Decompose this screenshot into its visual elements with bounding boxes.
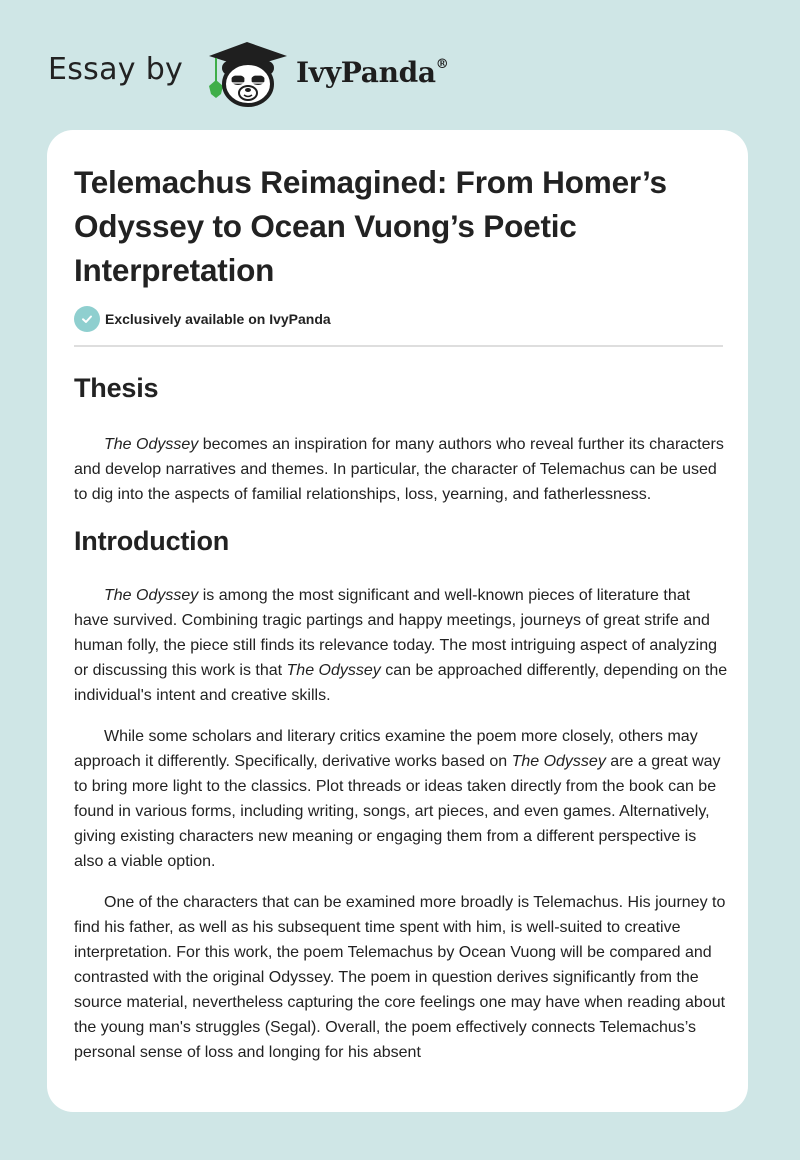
brand-wordmark[interactable] — [296, 56, 448, 89]
registered-mark: ® — [435, 56, 449, 72]
essay-body — [74, 368, 729, 1065]
check-circle-icon — [74, 306, 100, 332]
paragraph-thesis — [74, 432, 729, 507]
panda-graduate-icon[interactable] — [203, 36, 291, 108]
italic-title: The Odyssey — [104, 436, 199, 453]
italic-title: The Odyssey — [104, 587, 199, 604]
essay-card — [47, 130, 748, 1112]
site-header — [0, 0, 800, 130]
paragraph-text: can be approached differently, depending on the individual's intent and creative skills. — [74, 662, 728, 704]
italic-title: The Odyssey — [286, 662, 381, 679]
essay-by-label: Essay by — [48, 52, 184, 87]
paragraph-intro-1 — [74, 583, 729, 708]
exclusive-badge-text: Exclusively available on IvyPanda — [105, 311, 331, 327]
paragraph-text: are a great way to bring more light to the classics. Plot threads or ideas taken directly from the book can be found in various forms, including writing, songs, art pieces, and even games. Alternatively, giving existing characters new meaning or engaging them from a different perspective is also a viable option. — [74, 753, 721, 870]
title-divider — [74, 345, 723, 347]
paragraph-intro-3: One of the characters that can be examined more broadly is Telemachus. His journey to find his father, as well as his subsequent time spent with him, is well-suited to creative interpretation. For this work, the poem Telemachus by Ocean Vuong will be compared and contrasted with the original Odyssey. The poem in question derives significantly from the source material, nevertheless capturing the core feelings one may have when reading about the young man's struggles (Segal). Overall, the poem effectively connects Telemachus’s personal sense of loss and longing for his absent — [74, 894, 726, 1061]
section-heading-thesis: Thesis — [74, 373, 159, 403]
paragraph-intro-2 — [74, 724, 729, 874]
essay-title: Telemachus Reimagined: From Homer’s Odyssey to Ocean Vuong’s Poetic Interpretation — [74, 164, 667, 288]
brand-name: IvyPanda — [296, 56, 436, 89]
italic-title: The Odyssey — [511, 753, 606, 770]
paragraph-text: becomes an inspiration for many authors who reveal further its characters and develop narratives and themes. In particular, the character of Telemachus can be used to dig into the aspects of familial relationships, loss, yearning, and fatherlessness. — [74, 436, 724, 503]
exclusive-badge — [74, 306, 331, 332]
paragraph-text: While some scholars and literary critics examine the poem more closely, others may approach it differently. Specifically, derivative works based on — [74, 728, 698, 770]
section-heading-introduction: Introduction — [74, 526, 230, 556]
paragraph-text: is among the most significant and well-known pieces of literature that have survived. Combining tragic partings and happy meetings, journeys of great strife and human folly, the piece still finds its relevance today. The most intriguing aspect of analyzing or discussing this work is that — [74, 587, 718, 679]
